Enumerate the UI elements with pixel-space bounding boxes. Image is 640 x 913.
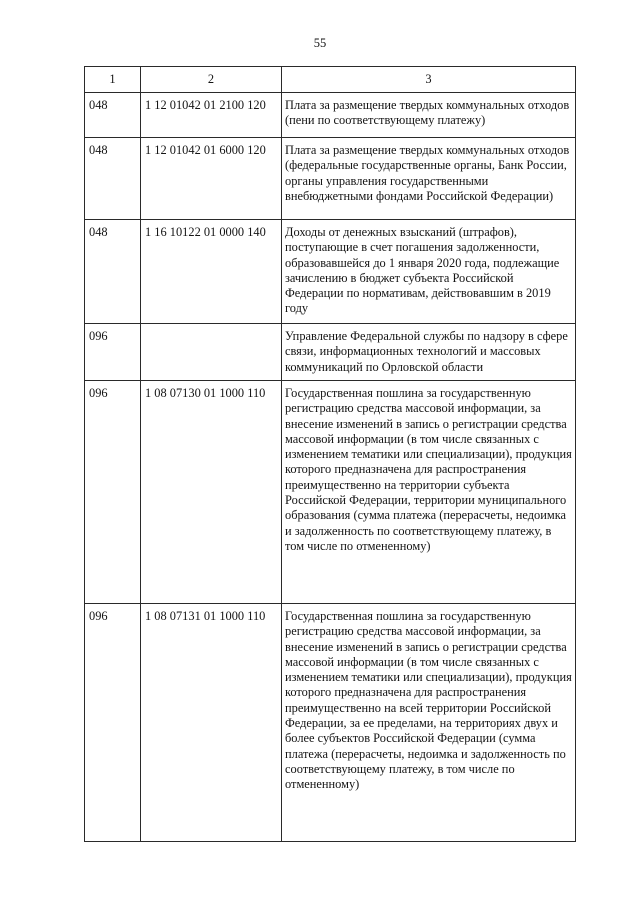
revenue-code-cell [141, 381, 282, 604]
admin-code-cell [85, 138, 141, 220]
table-row [85, 604, 576, 842]
page-number: 55 [313, 36, 327, 50]
table-row [85, 93, 576, 138]
description-cell [282, 93, 576, 138]
description-cell [282, 604, 576, 842]
revenue-code-cell [141, 324, 282, 381]
description-cell [282, 381, 576, 604]
revenue-codes-table [84, 66, 576, 842]
description: Доходы от денежных взысканий (штрафов), поступающие в счет погашения задолженности, образовавшейся до 1 января 2020 года, подлежащие зачислению в бюджет субъекта Российской Федерации по нормативам, действовавшим в 2019 году [285, 225, 560, 316]
admin-code-cell [85, 324, 141, 381]
admin-code-cell [85, 381, 141, 604]
revenue-code: 1 08 07131 01 1000 110 [145, 609, 266, 623]
revenue-code: 1 12 01042 01 2100 120 [145, 98, 266, 112]
admin-code: 048 [89, 98, 108, 112]
revenue-code-cell [141, 220, 282, 324]
admin-code: 096 [89, 329, 108, 343]
column-header-2: 2 [141, 67, 282, 93]
column-header-3: 3 [282, 67, 576, 93]
revenue-code [141, 324, 281, 329]
table-row [85, 138, 576, 220]
admin-code-cell [85, 220, 141, 324]
admin-code: 096 [89, 386, 108, 400]
column-header-1: 1 [85, 67, 141, 93]
revenue-code-cell [141, 604, 282, 842]
revenue-code: 1 12 01042 01 6000 120 [145, 143, 266, 157]
revenue-code: 1 16 10122 01 0000 140 [145, 225, 266, 239]
admin-code: 096 [89, 609, 108, 623]
description: Плата за размещение твердых коммунальных отходов (пени по соответствующему платежу) [285, 98, 570, 128]
description: Государственная пошлина за государственную регистрацию средства массовой информации, за внесение изменений в запись о регистрации средства массовой информации (в том числе связанных с изменением тематики или специализации), продукция которого предназначена для распространения преимущественно на всей территории Российской Федерации, за ее пределами, на территориях двух и более субъектов Российской Федерации (сумма платежа (перерасчеты, недоимка и задолженность по соответствующему платежу, в том числе по отмененному) [285, 609, 572, 792]
revenue-code-cell [141, 93, 282, 138]
table-header-row [85, 67, 576, 93]
description-cell [282, 138, 576, 220]
revenue-code-cell [141, 138, 282, 220]
description-cell [282, 324, 576, 381]
admin-code-cell [85, 604, 141, 842]
description: Плата за размещение твердых коммунальных отходов (федеральные государственные органы, Банк России, органы управления государственными внебюджетными фондами Российской Федерации) [285, 143, 570, 203]
description-cell [282, 220, 576, 324]
description: Управление Федеральной службы по надзору в сфере связи, информационных технологий и массовых коммуникаций по Орловской области [285, 329, 568, 374]
admin-code: 048 [89, 143, 108, 157]
admin-code: 048 [89, 225, 108, 239]
description: Государственная пошлина за государственную регистрацию средства массовой информации, за внесение изменений в запись о регистрации средства массовой информации (в том числе связанных с изменением тематики или специализации), продукция которого предназначена для распространения преимущественно на территории субъекта Российской Федерации, территории муниципального образования (сумма платежа (перерасчеты, недоимка и задолженность по соответствующему платежу, в том числе по отмененному) [285, 386, 572, 553]
table-row [85, 324, 576, 381]
revenue-code: 1 08 07130 01 1000 110 [145, 386, 266, 400]
admin-code-cell [85, 93, 141, 138]
table-row [85, 381, 576, 604]
table-row [85, 220, 576, 324]
